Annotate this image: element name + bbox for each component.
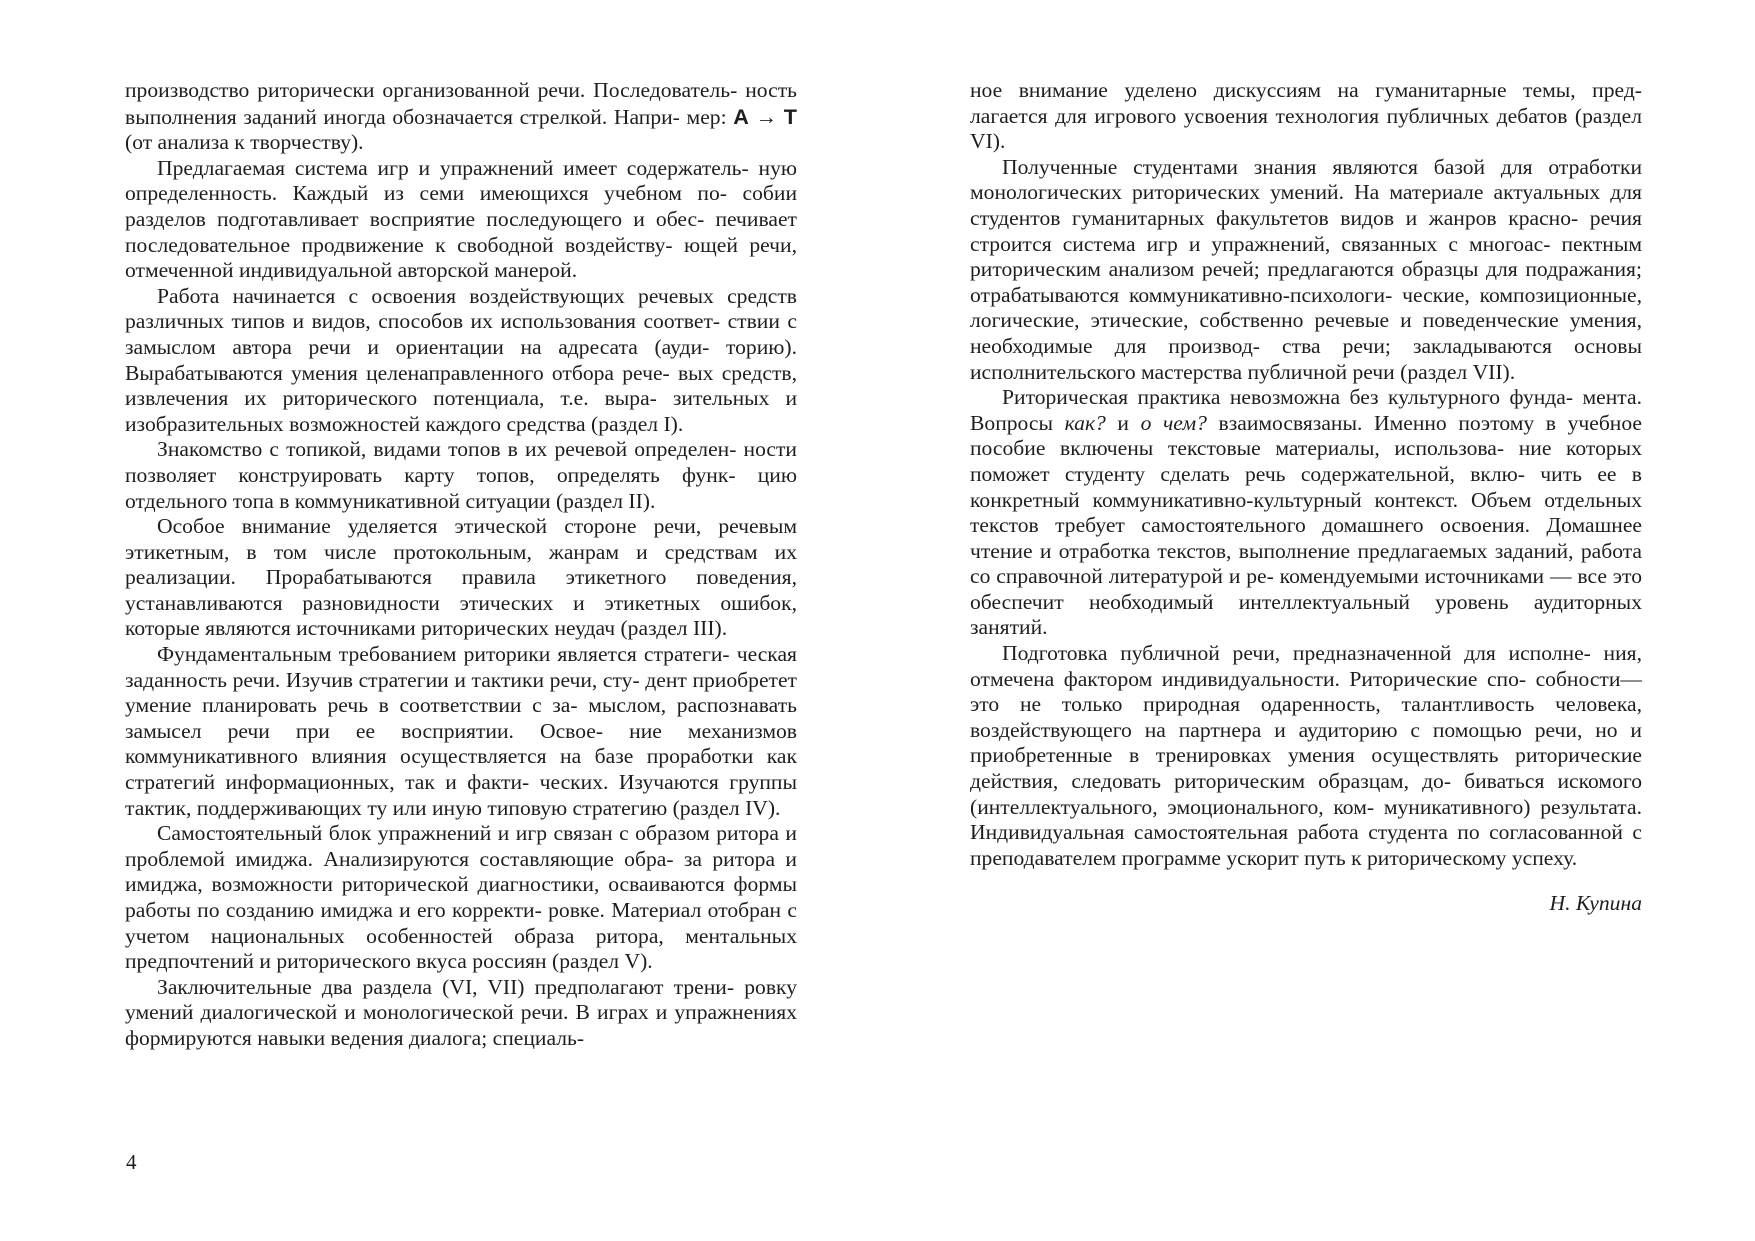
paragraph-continuation bbox=[125, 78, 797, 156]
page-number: 4 bbox=[126, 1150, 137, 1174]
paragraph-text: Риторическая практика невозможна без культурного фунда- мента. Вопросы bbox=[970, 385, 1642, 435]
italic-question: о чем? bbox=[1140, 410, 1207, 435]
paragraph: Предлагаемая система игр и упражнений имеет содержатель- ную определенность. Каждый из семи имеющихся учебном по- собии разделов подготавливает восприятие последующего и обес- печивает последовательное продвижение к свободной воздейству- ющей речи, отмеченной индивидуальной авторской манерой. bbox=[125, 155, 797, 283]
formula bbox=[733, 105, 797, 129]
paragraph bbox=[970, 385, 1642, 641]
paragraph-text: и bbox=[1105, 410, 1141, 435]
right-text-column bbox=[970, 78, 1642, 917]
paragraph-continuation: ное внимание уделено дискуссиям на гуманитарные темы, пред- лагается для игрового усвоения технология публичных дебатов (раздел VI). bbox=[970, 78, 1642, 154]
italic-question: как? bbox=[1064, 410, 1106, 435]
paragraph: Особое внимание уделяется этической стороне речи, речевым этикетным, в том числе протокольным, жанрам и средствам их реализации. Прорабатываются правила этикетного поведения, устанавливаются разновидности этических и этикетных ошибок, которые являются источниками риторических неудач (раздел III). bbox=[125, 514, 797, 641]
paragraph-text: производство риторически организованной речи. Последователь- ность выполнения заданий иногда обозначается стрелкой. Напри- мер: bbox=[125, 78, 797, 129]
paragraph: Самостоятельный блок упражнений и игр связан с образом ритора и проблемой имиджа. Анализируются составляющие обра- за ритора и имиджа, возможности риторической диагностики, осваиваются формы работы по созданию имиджа и его корректи- ровке. Материал отобран с учетом национальных особенностей образа ритора, ментальных предпочтений и риторического вкуса россиян (раздел V). bbox=[125, 821, 797, 974]
paragraph-text: (от анализа к творчеству). bbox=[125, 130, 364, 155]
paragraph-text: взаимосвязаны. Именно поэтому в учебное пособие включены текстовые материалы, использова- ние которых поможет студенту сделать речь содержательной, вклю- чить ее в конкретный коммуникативно-культурный контекст. Объем отдельных текстов требует самостоятельного домашнего освоения. Домашнее чтение и отработка текстов, выполнение предлагаемых заданий, работа со справочной литературой и ре- комендуемыми источниками — все это обеспечит необходимый интеллектуальный уровень аудиторных занятий. bbox=[970, 410, 1643, 640]
paragraph: Подготовка публичной речи, предназначенной для исполне- ния, отмечена фактором индивидуальности. Риторические спо- собности— это не только природная одаренность, талантливость человека, воздействующего на партнера и аудиторию с помощью речи, но и приобретенные в тренировках умения осуществлять риторические действия, следовать риторическим образцам, до- биваться искомого (интеллектуального, эмоционального, ком- муникативного) результата. Индивидуальная самостоятельная работа студента по согласованной с преподавателем программе ускорит путь к риторическому успеху. bbox=[970, 641, 1642, 870]
paragraph: Полученные студентами знания являются базой для отработки монологических риторических умений. На материале актуальных для студентов гуманитарных факультетов видов и жанров красно- речия строится система игр и упражнений, связанных с многоас- пектным риторическим анализом речей; предлагаются образцы для подражания; отрабатываются коммуникативно-психологи- ческие, композиционные, логические, этические, собственно речевые и поведенческие умения, необходимые для производ- ства речи; закладываются основы исполнительского мастерства публичной речи (раздел VII). bbox=[970, 154, 1642, 384]
arrow-icon: → bbox=[755, 104, 778, 129]
paragraph: Заключительные два раздела (VI, VII) предполагают трени- ровку умений диалогической и монологической речи. В играх и упражнениях формируются навыки ведения диалога; специаль- bbox=[125, 974, 797, 1050]
formula-letter-a: А bbox=[733, 103, 749, 129]
paragraph: Фундаментальным требованием риторики является стратеги- ческая заданность речи. Изучив стратегии и тактики речи, сту- дент приобретет умение планировать речь в соответствии с за- мыслом, распознавать замысел речи при ее восприятии. Освое- ние механизмов коммуникативного влияния осуществляется на базе проработки как стратегий информационных, так и факти- ческих. Изучаются группы тактик, поддерживающих ту или иную типовую стратегию (раздел IV). bbox=[125, 642, 797, 820]
formula-letter-t: Т bbox=[783, 103, 797, 129]
author-signature: Н. Купина bbox=[1549, 891, 1642, 916]
left-text-column bbox=[125, 78, 797, 1052]
paragraph: Работа начинается с освоения воздействующих речевых средств различных типов и видов, способов их использования соответ- ствии с замыслом автора речи и ориентации на адресата (ауди- торию). Вырабатываются умения целенаправленного отбора рече- вых средств, извлечения их риторического потенциала, т.е. выра- зительных и изобразительных возможностей каждого средства (раздел I). bbox=[125, 283, 797, 436]
paragraph: Знакомство с топикой, видами топов в их речевой определен- ности позволяет конструировать карту топов, определять функ- цию отдельного топа в коммуникативной ситуации (раздел II). bbox=[125, 437, 797, 513]
